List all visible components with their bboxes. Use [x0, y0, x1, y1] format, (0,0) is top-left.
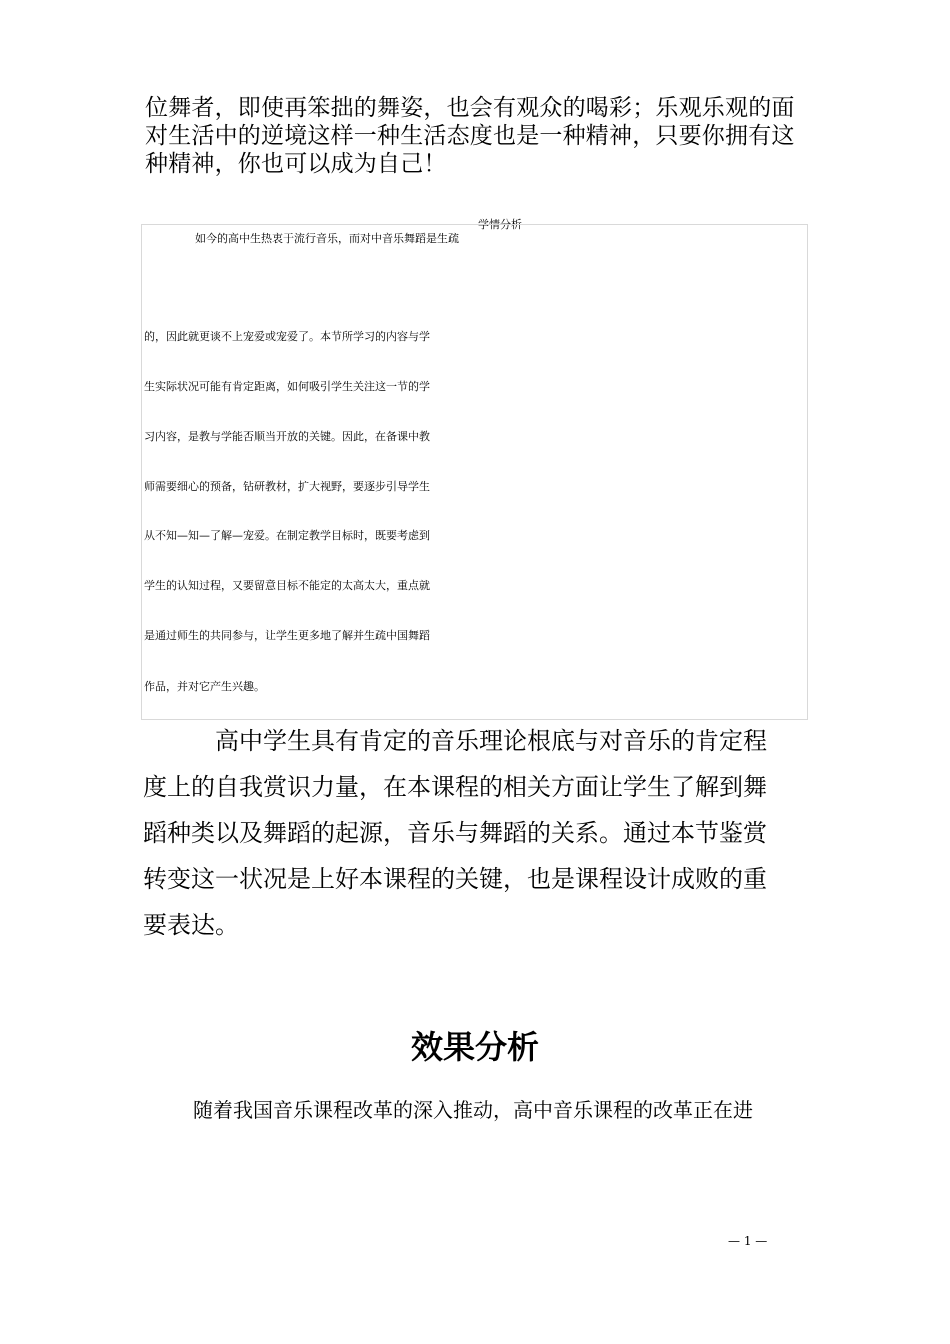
text-line: 位舞者，即使再笨拙的舞姿，也会有观众的喝彩；乐观乐观的面: [145, 95, 795, 121]
student-analysis-paragraph: [143, 718, 823, 948]
analysis-line: 是通过师生的共同参与，让学生更多地了解并生疏中国舞蹈: [144, 629, 430, 642]
text-line: 高中学生具有肯定的音乐理论根底与对音乐的肯定程: [215, 727, 767, 755]
analysis-box: [141, 224, 808, 720]
effect-paragraph: 随着我国音乐课程改革的深入推动，高中音乐课程的改革正在进: [193, 1098, 753, 1122]
analysis-box-title: 学情分析: [478, 218, 522, 231]
analysis-line: 从不知—知—了解—宠爱。在制定教学目标时，既要考虑到: [144, 529, 430, 542]
analysis-line: 如今的高中生热衷于流行音乐，而对中音乐舞蹈是生疏: [195, 232, 459, 245]
text-line: 蹈种类以及舞蹈的起源，音乐与舞蹈的关系。通过本节鉴赏: [143, 819, 767, 847]
analysis-line: 习内容，是教与学能否顺当开放的关键。因此，在备课中教: [144, 430, 430, 443]
text-line: 转变这一状况是上好本课程的关键，也是课程设计成败的重: [143, 865, 767, 893]
analysis-line: 的，因此就更谈不上宠爱或宠爱了。本节所学习的内容与学: [144, 330, 430, 343]
text-line: 对生活中的逆境这样一种生活态度也是一种精神，只要你拥有这: [145, 123, 795, 149]
intro-paragraph: [145, 94, 820, 178]
text-line: 种精神，你也可以成为自己！: [145, 151, 447, 177]
analysis-line: 作品，并对它产生兴趣。: [144, 680, 265, 693]
analysis-line: 学生的认知过程，又要留意目标不能定的太高太大，重点就: [144, 579, 430, 592]
text-line: 要表达。: [143, 911, 239, 939]
page-number: — 1 —: [728, 1234, 768, 1248]
text-line: 度上的自我赏识力量，在本课程的相关方面让学生了解到舞: [143, 773, 767, 801]
analysis-line: 师需要细心的预备，钻研教材，扩大视野，要逐步引导学生: [144, 480, 430, 493]
analysis-line: 生实际状况可能有肯定距离，如何吸引学生关注这一节的学: [144, 380, 430, 393]
section-heading: 效果分析: [410, 1028, 539, 1066]
